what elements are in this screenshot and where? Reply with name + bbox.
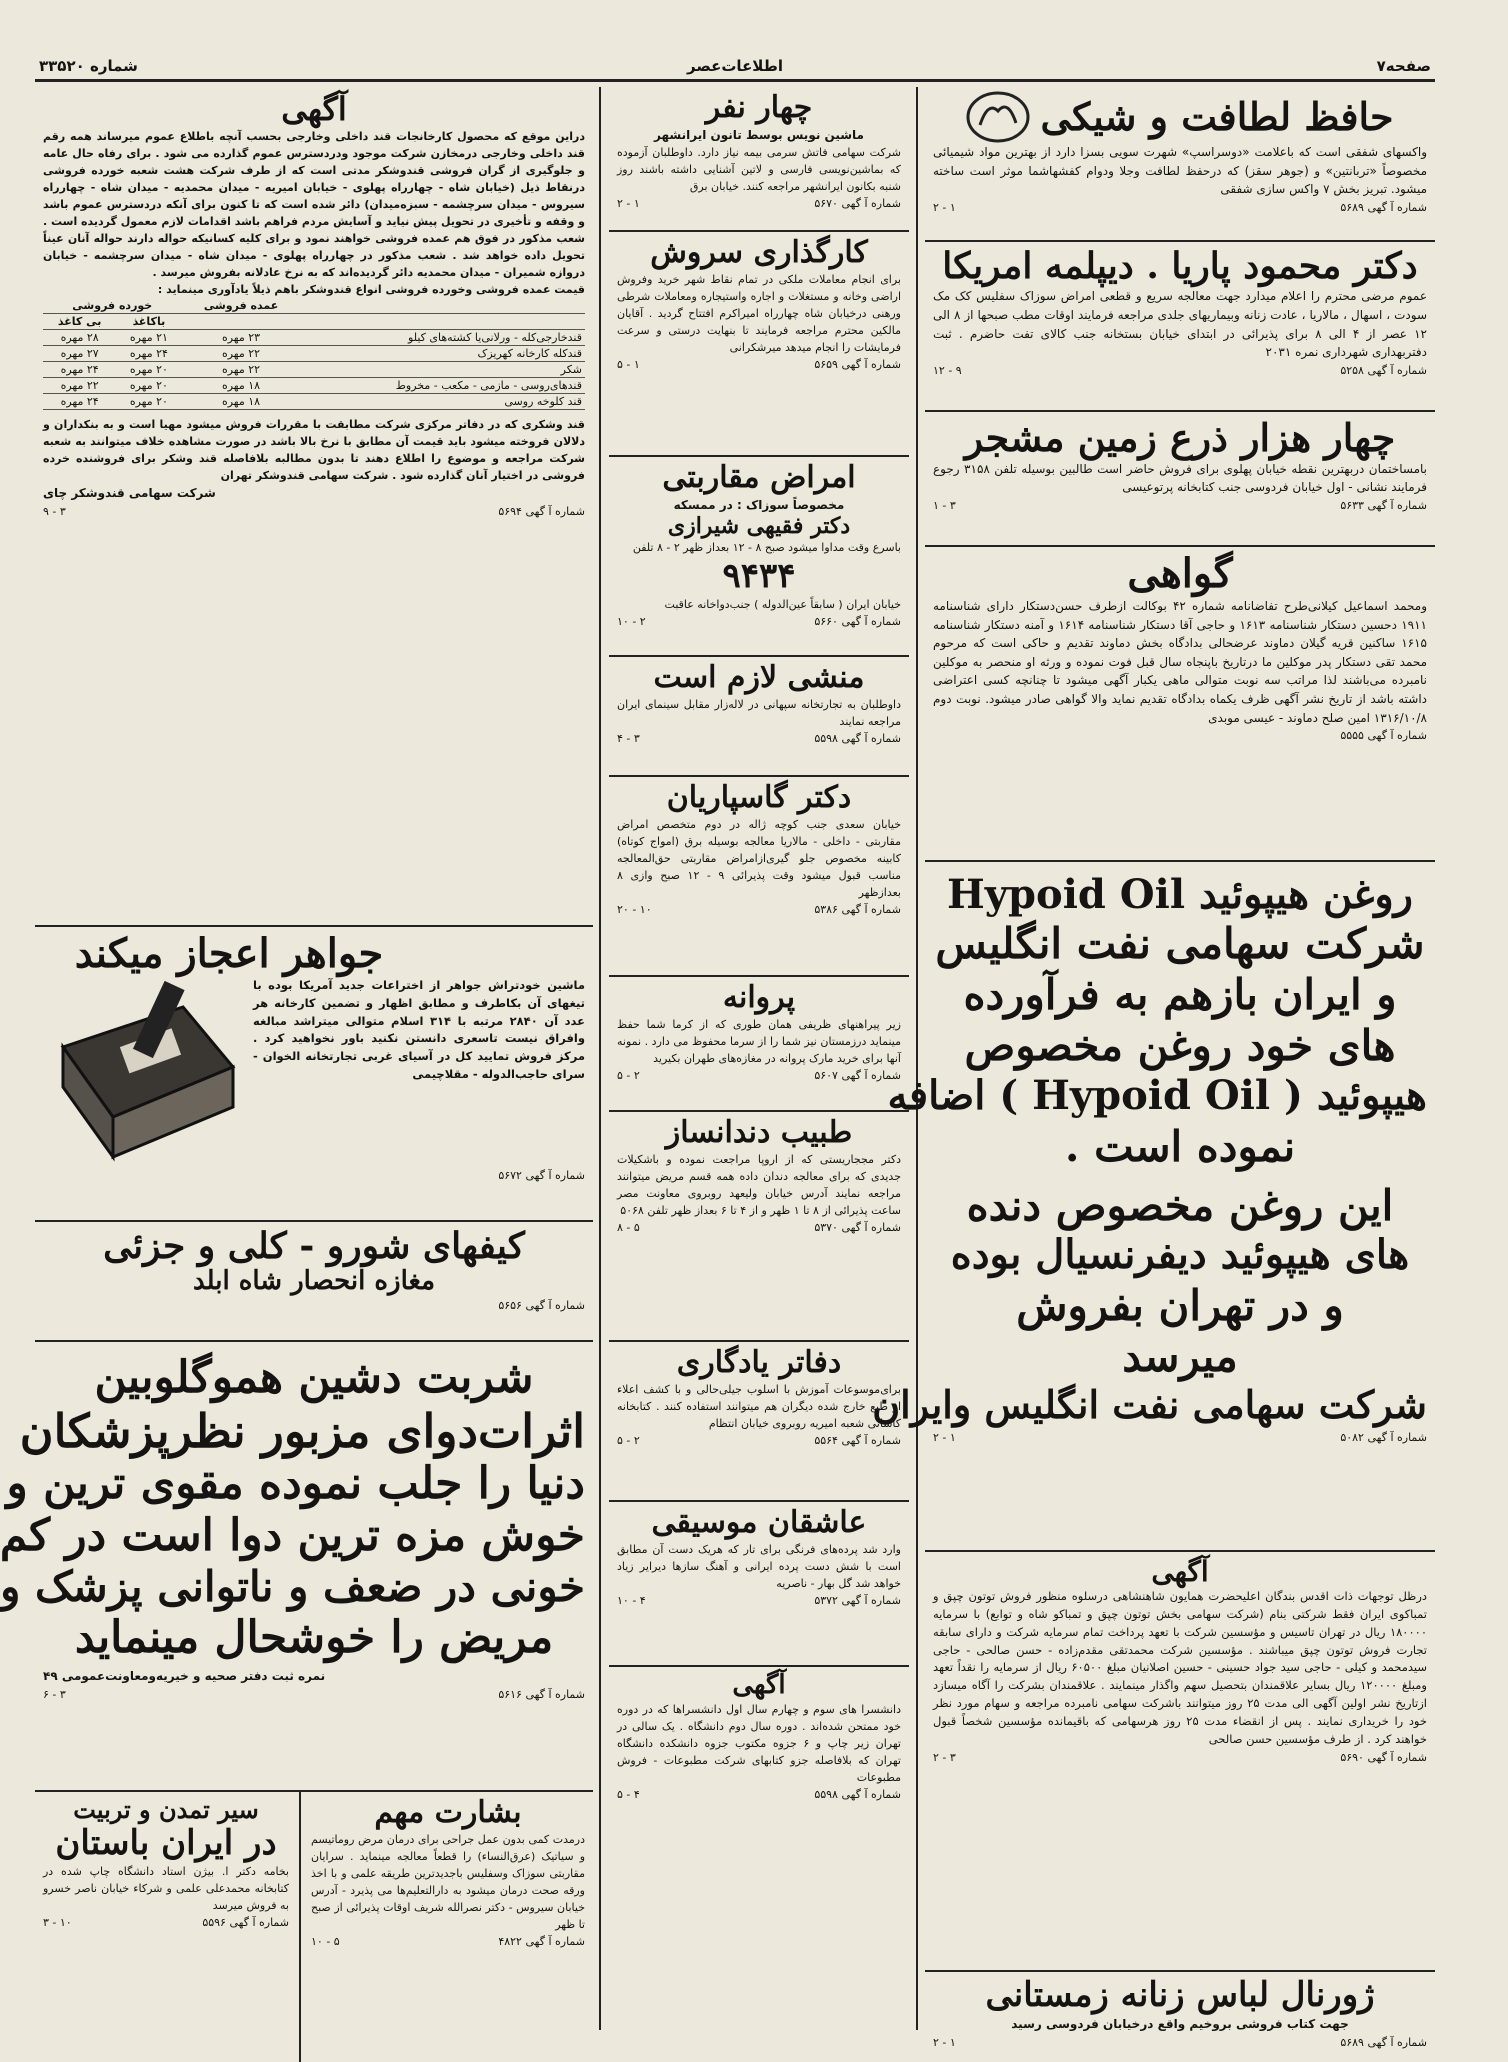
ad-number: شماره آ گهی ۵۶۶۰ — [814, 615, 901, 629]
ad-number: شماره آ گهی ۵۶۸۹ — [1340, 200, 1427, 214]
table-header-cell — [301, 314, 585, 330]
doctor-name: دکتر فقیهی شیرازی — [667, 513, 851, 540]
ad-code: ۳ - ۹ — [43, 505, 66, 519]
ad-dentist — [609, 1112, 909, 1342]
ad-paragraph: قیمت عمده فروشی وخورده فروشی انواع قندوشکر باهم ذیلاً یادآوری مینماید : — [157, 283, 585, 297]
ad-number: شماره آ گهی ۵۶۷۰ — [814, 197, 901, 211]
ad-title: جواهر اعجاز میکند — [74, 930, 384, 977]
ad-code: ۵ - ۸ — [617, 1220, 640, 1234]
table-cell: ۱۸ مهره — [182, 378, 301, 394]
ad-code: ۲ - ۵ — [617, 1433, 640, 1447]
table-cell: ۱۸ مهره — [182, 394, 301, 410]
ad-sugar-company — [35, 87, 593, 927]
ad-hours: باسرع وقت مداوا میشود صبح ۸ - ۱۲ بعداز ظهر ۲ - ۸ تلفن — [632, 541, 901, 555]
ad-number: شماره آ گهی ۵۵۵۵ — [1340, 729, 1427, 743]
ad-code: ۱۰ - ۳ — [43, 1915, 72, 1929]
ad-notebooks — [609, 1342, 909, 1502]
ad-doctor-paria — [925, 242, 1435, 412]
ad-subtitle: ماشین نویس بوسط تانون ایرانشهر — [654, 127, 864, 142]
table-cell: ۲۲ مهره — [182, 346, 301, 362]
razor-box-icon — [43, 977, 243, 1167]
ad-body: درمدت کمی بدون عمل جراحی برای درمان مرض روماتیسم و سیاتیک (عرق‌النساء) را قطعاً معالجه مینماید . سرایان مقاربتی سوزاک وسفلیس باجدیدترین طریقه علمی و با اخذ ورقه صحت درمان میشود به دارالتعلیم‌ها می پذیرد - آدرس خیابان سیروس - دکتر نصرالله شریف اوقات پذیرائی از صبح تا ظهر — [311, 1832, 585, 1931]
ad-title: دکتر گاسپاریان — [666, 780, 852, 815]
ad-code: ۴ - ۵ — [617, 1788, 640, 1802]
ad-paragraph: قند وشکری که در دفاتر مرکزی شرکت مطابقت با مقررات فروش میشود مهیا است و به بنکداران و دلالان فروخته میشود باید قیمت آن مطابق با نرخ بالا باشد در صورت مشاهده خلاف میتوانند به شعبه شرکت مراجعه و موضوع را اطلاع دهند تا بدون مطالبه بلافاصله قند وشکر برای فروشنده خرده فروشی در اختیار آنان گذارده شود . شرکت سهامی قندوشکر تهران — [43, 418, 585, 483]
ad-body: دانشسرا های سوم و چهارم سال اول دانشسراها که در دوره خود ممتحن شده‌اند . دوره سال دوم دانشگاه . یک سالی در تهران زیر چاپ و ۶ جزوه مکتوب جزوه دانشکده دانشگاه تهران که بلافاصله جزو کتابهای شرکت مطبوعات - فروش مطبوعات — [617, 1702, 901, 1785]
ad-title: عاشقان موسیقی — [651, 1505, 867, 1540]
ad-body: برای‌موسوعات آموزش با اسلوب جیلی‌حالی و با کشف اعلاء از طبع خارج شده دیگران هم میتوانند استفاده کنند . کتابخانه کاشانی شعبه امیریه روبروی خیابان انتظام — [617, 1382, 901, 1430]
ad-music-lovers — [609, 1502, 909, 1667]
ad-title: روغن هیپوئید Hypoid Oil — [947, 871, 1413, 918]
ad-code: ۳ - ۶ — [43, 1688, 66, 1702]
ad-title: دکتر محمود پاریا . دیپلمه امریکا — [942, 245, 1418, 287]
ad-line: خوش مزه ترین دوا است در کم — [0, 1510, 585, 1562]
table-row — [43, 330, 585, 346]
ad-line: و ایران بازهم به فرآورده — [963, 970, 1397, 1020]
table-subheader-row — [43, 314, 585, 330]
ad-title: دفاتر یادگاری — [676, 1345, 842, 1380]
ad-body: عموم مرضی محترم را اعلام میدارد جهت معالجه سریع و قطعی امراض سوزاک سفلیس کک مک سودت ، اسهال ، مالاریا ، عادت زنانه وبیماریهای جلدی مراجعه فرمایند اوقات مطب صبحها از ۸ الی ۱۲ عصر از ۴ الی ۸ برای پذیرائی در ابتدای خیابان بستخانه جنب کالای تفت حاضرم . ثبت دفتربهداری شهرداری نمره ۲۰۳۱ — [933, 289, 1428, 360]
ad-line: های هیپوئید دیفرنسیال بوده — [950, 1230, 1410, 1278]
ad-title: ژورنال لباس زنانه زمستانی — [985, 1975, 1375, 2015]
table-header-row — [43, 298, 585, 314]
table-cell: ۲۳ مهره — [182, 330, 301, 346]
ad-title: آگهی — [281, 90, 347, 128]
table-header-cell: عمده فروشی — [182, 298, 301, 314]
ad-parvaneh — [609, 977, 909, 1112]
ad-sorush-agency — [609, 232, 909, 457]
ad-body: وارد شد پرده‌های فرنگی برای تار که هریک دست آن مطابق است با شش دست پرده ایرانی و آهنگ سازها دیرایر زیاد خواهد شد گل بهار - ناصریه — [617, 1542, 901, 1590]
ad-code: ۲ - ۱۰ — [617, 615, 646, 629]
ad-code: ۳ - ۲ — [933, 1750, 956, 1764]
table-header-cell: باکاغذ — [116, 314, 181, 330]
ad-line: شرکت سهامی نفت انگلیس — [935, 919, 1425, 968]
column-divider — [299, 1792, 301, 2062]
ad-subtitle: مغازه انحصار شاه ابلد — [192, 1266, 436, 1297]
ad-title: کارگذاری سروش — [650, 235, 868, 270]
ad-certificate — [925, 547, 1435, 862]
ad-tobacco-company — [925, 1552, 1435, 1972]
table-cell: ۲۲ مهره — [182, 362, 301, 378]
table-cell: ۲۱ مهره — [116, 330, 181, 346]
ad-title: امراض مقاربتی — [662, 460, 856, 495]
ad-title: منشی لازم است — [653, 660, 865, 695]
ad-code: ۱ - ۵ — [617, 357, 640, 371]
table-cell: ۲۰ مهره — [116, 378, 181, 394]
ad-paragraph: دراین موقع که محصول کارخانجات قند داخلی وخارجی بحسب آنچه باطلاع عموم میرساند همه رقم قند داخلی وخارجی درمخازن شرکت موجود ودردسترس عموم گذارده می شود . برای رفاه حال عامه و جلوگیری از گران فروشی قندوشکر مدتی است که از طرف شرکت هشت شعبه خورده فروشی درنقاط ذیل (خیابان شاه - چهارراه پهلوی - خیابان امیریه - میدان محمدیه - میدان شاه - چهارراه سیروس - میدان سرچشمه - سبزه‌میدان) دائر شده است که تا کنون برای آنکه دردسترس عموم باشد و وقفه و تأخیری در تحویل پیش نیاید و آسایش مردم فراهم باشد اقدامات لازم معمول گردیده است . — [42, 129, 585, 229]
ad-hafez-polish — [925, 87, 1435, 242]
ad-number: شماره آ گهی ۵۶۹۴ — [498, 505, 585, 519]
ad-body: واکسهای شفقی است که باعلامت «دوسراسپ» شهرت سویی بسزا دارد از بهترین مواد شیمیائی مخصوصاً «تربانتین» و (جوهر سقز) که درحفظ لطافت وجلا ودوام کفشهاشما موثر است ساخته میشود. تبریز بخش ۷ واکس سازی شفقی — [933, 145, 1427, 197]
ad-number: شماره آ گهی ۵۶۹۰ — [1340, 1750, 1427, 1764]
ad-title: کیفهای شورو - کلی و جزئی — [103, 1225, 525, 1267]
middle-column — [609, 87, 909, 2030]
ad-number: شماره آ گهی ۵۵۹۸ — [814, 731, 901, 745]
newspaper-page — [0, 55, 1435, 2049]
ad-title: در ایران باستان — [55, 1822, 277, 1863]
table-cell: قند کلوخه روسی — [301, 394, 585, 410]
sugar-price-table — [43, 298, 585, 410]
ad-paragraph: شعب مذکور در فوق هم عمده فروشی خواهند نمود و برای کلیه کسانیکه حواله دارند حواله آنان عیناً تحویل داده خواهد شد . شعب مذکور در چهارراه پهلوی - میدان شاه - میدان سرچشمه - خیابان دروازه شمیران - میدان محمدیه دائر گردیده‌اند که به نرخ عادلانه بفروش میرسد . — [43, 232, 585, 280]
ad-line: میرسد — [1122, 1332, 1238, 1381]
phone-number: ۹۴۳۴ — [722, 556, 796, 597]
ad-number: شماره آ گهی ۵۶۳۳ — [1340, 498, 1427, 512]
ad-subtitle: مخصوصاً سوزاک : در ممسکه — [673, 497, 845, 512]
ad-title: بشارت مهم — [374, 1795, 522, 1830]
ad-secretary — [609, 657, 909, 777]
ad-number: شماره آ گهی ۵۳۷۰ — [814, 1220, 901, 1234]
ad-body: دکتر مججاریستی که از اروپا مراجعت نموده و باشکیلات جدیدی که برای معالجه دندان داده همه قسم مریض میتوانند مراجعه نمایند آدرس خیابان ولیعهد روبروی معاونت مصر ساعت پذیرائی از ۸ تا ۱ ظهر و از ۴ تا ۶ بعداز ظهر تلفن ۵۰۶۸ — [617, 1152, 901, 1217]
ad-body: ومحمد اسماعیل کیلانی‌طرح تفاضانامه شماره ۴۲ بوکالت ازطرف حسن‌دستکار دارای شناسنامه ۱۹۱۱ دحسین دستکار شناسنامه ۱۶۱۳ و حاجی آقا دستکار شناسنامه ۱۶۱۴ و آمنه دستکار شناسنامه ۱۶۱۵ ساکنین قریه گیلان دماوند عرضحالی بدادگاه بخش دماوند تقدیم و حاکی است که مرحوم محمد تقی دستکار پدر موکلین ما درتاریخ باپنجاه سال قبل فوت نموده و ورثه او منحصر به موکلین نامبرده می‌باشند لذا مراتب سه نوبت متوالی ماهی یکبار آگهی میشود تا چنانچه کسی اعتراضی داشته باشد از تاریخ نشر آگهی ظرف یکماه بدادگاه تقدیم نماید والا گواهی صادر میشود. نوبت دوم ۱۳۱۶/۱۰/۸ امین صلح دماوند - عیسی موبدی — [933, 599, 1427, 725]
ad-title: پروانه — [722, 980, 796, 1015]
ad-body: بخامه دکتر ا. بیژن استاد دانشگاه چاپ شده در کتابخانه محمدعلی علمی و شرکاء خیابان ناصر خسرو به فروش میرسد — [43, 1864, 289, 1912]
ad-body: داوطلبان به تجارتخانه سپهانی در لاله‌زار مقابل سینمای ایران مراجعه نمایند — [617, 697, 901, 728]
issue-number: شماره ۳۳۵۲۰ — [39, 57, 138, 75]
ad-number: شماره آ گهی ۵۶۵۶ — [498, 1299, 585, 1313]
ad-title: چهار هزار ذرع زمین مشجر — [964, 415, 1396, 460]
ad-number: شماره آ گهی ۵۵۶۴ — [814, 1433, 901, 1447]
ad-number: شماره آ گهی ۵۳۸۶ — [814, 902, 901, 916]
ad-code: ۲ - ۵ — [617, 1068, 640, 1082]
table-cell: ۲۰ مهره — [116, 394, 181, 410]
ad-body: زیر پیراهنهای ظریفی همان طوری که از کرما شما حفظ مینماید درزمستان نیز شما را از سرما محفوظ می دارد . نمونه آنها برای خرید مارک پروانه در مغازه‌های طهران بکیرید — [617, 1017, 901, 1065]
table-cell: ۲۸ مهره — [43, 330, 116, 346]
page-header — [35, 55, 1435, 82]
ad-signature: شرکت سهامی قندوشکر چای — [43, 486, 216, 501]
ad-body: خیابان سعدی جنب کوچه ژاله در دوم متخصص امراض مقاربتی - داخلی - مالاریا معالجه بوسیله برق (امواج کوتاه) کابینه مخصوص جلو گیری‌ازامراض مقاربتی حق‌المعالجه مناسب قبول میشود وقت پذیرائی ۹ - ۱۲ صبح وازی ۸ بعداز‌ظهر — [617, 817, 901, 899]
ad-good-news — [303, 1792, 593, 2062]
ad-body: بامساختمان دربهترین نقطه خیابان پهلوی برای فروش حاضر است طالبین بوسیله تلفن ۳۱۵۸ رجوع فرمایند نشانی - اول خیابان فردوسی جنب کتابخانه پرتوعیسی — [933, 461, 1427, 495]
ad-code: ۱ - ۲ — [933, 2035, 956, 2049]
ad-code: ۳ - ۴ — [617, 731, 640, 745]
ad-code: ۱ - ۲ — [933, 1430, 956, 1444]
ad-body: جهت کتاب فروشی بروخیم واقع درخیابان فردوسی رسید — [1011, 2017, 1349, 2032]
newspaper-name: اطلاعات‌عصر — [687, 57, 783, 75]
ad-number: شماره آ گهی ۵۶۱۶ — [498, 1688, 585, 1702]
table-cell: ۲۴ مهره — [43, 394, 116, 410]
ad-line: دنیا را جلب نموده مقوی ترین و — [6, 1458, 585, 1510]
ad-hemoglobin-syrup — [0, 1342, 593, 1792]
table-header-cell: بی کاغذ — [43, 314, 116, 330]
ad-code: ۹ - ۱۲ — [933, 363, 962, 377]
ad-number: شماره آ گهی ۵۲۵۸ — [1340, 363, 1427, 377]
ad-line: نموده است . — [1064, 1121, 1296, 1171]
table-header-cell: خورده فروشی — [43, 298, 182, 314]
ad-line: هیپوئید ( Hypoid Oil ) اضافه — [887, 1071, 1427, 1119]
ad-number: شماره آ گهی ۵۶۸۹ — [1340, 2035, 1427, 2049]
ad-title: آگهی — [1151, 1555, 1209, 1588]
ad-line: مریض را خوشحال مینماید — [74, 1611, 554, 1663]
table-row — [43, 362, 585, 378]
ad-code: ۱ - ۲ — [933, 200, 956, 214]
ad-line: این روغن مخصوص دنده — [966, 1180, 1394, 1230]
ad-line: اثرات‌دوای مزبور نظرپزشکان — [19, 1403, 585, 1458]
column-divider — [599, 87, 601, 2030]
table-cell: ۲۰ مهره — [116, 362, 181, 378]
ad-title: طبیب دندانساز — [665, 1115, 853, 1150]
ad-number: شماره آ گهی ۵۶۷۲ — [498, 1169, 585, 1182]
table-cell: قندکله کارخانه کهریزک — [301, 346, 585, 362]
table-cell: ۲۷ مهره — [43, 346, 116, 362]
ad-title: حافظ لطافت و شیکی — [1040, 94, 1394, 140]
table-cell: ۲۴ مهره — [116, 346, 181, 362]
ad-body: ماشین خودتراش جواهر از اختراعات جدید آمریکا بوده با تیغهای آن بکاطرف و مطابق اظهار و تضمین کارخانه هر عدد آن ۲۸۴۰ مرتبه با ۳۱۴ اسلام متوالی میتراشد مبالغه وافراق نیست تاسعری دانستن نکنید باور نخواهید کرد . مرکز فروش تمایید کل در آسیای غربی تجارتخانه الخوان - سرای حاجب‌الدوله - مقلاچیمی — [253, 978, 585, 1082]
left-column — [0, 87, 593, 2030]
ad-body: شرکت سهامی فاتش سرمی بیمه نیاز دارد. داوطلبان آزموده که بماشین‌نویسی فارسی و لاتین آشنایی داشته باشند روز شنبه بکانون ایرانشهر مراجعه کنند. خیابان برق — [617, 146, 901, 194]
table-cell: قندخارجی‌کله - ورلانی‌یا کشته‌های کیلو — [301, 330, 585, 346]
ad-four-typists — [609, 87, 909, 232]
ad-number: شماره آ گهی ۵۶۰۷ — [814, 1068, 901, 1082]
ad-body: برای انجام معاملات ملکی در تمام نقاط شهر خرید وفروش اراضی وخانه و مستغلات و اجاره واستیجاره ومعاملات شرطی ورهنی درخیابان شاه چهارراه امیراکرم افتتاح گردید . آقایان مالکین محترم مراجعه فرمایند تا بنهایت درستی و سرعت فرمایشات را انجام میدهد میرشکرانی — [617, 272, 901, 354]
ad-publications — [609, 1667, 909, 2062]
ad-title: آگهی — [732, 1670, 786, 1700]
ad-hypoid-oil — [872, 862, 1435, 1552]
ad-code: ۱۰ - ۲۰ — [617, 902, 652, 916]
ad-number: شماره آ گهی ۴۸۲۲ — [498, 1934, 585, 1948]
table-cell: قندهای‌روسی - مازمی - مکعب - مخروط — [301, 378, 585, 394]
ad-line: شربت دشین هموگلوبین — [94, 1352, 534, 1403]
table-row — [43, 378, 585, 394]
ad-address: خیابان ایران ( سابقاً عین‌الدوله ) جنب‌دواخانه عاقبت — [664, 598, 901, 612]
ad-code: ۵ - ۱۰ — [311, 1934, 340, 1948]
page-number: صفحه۷ — [1376, 57, 1431, 75]
ad-code: ۳ - ۱ — [933, 498, 956, 512]
ad-number: شماره آ گهی ۵۵۹۸ — [814, 1788, 901, 1802]
ad-number: شماره آ گهی ۵۶۵۹ — [814, 357, 901, 371]
ad-title: گواهی — [1127, 550, 1233, 597]
table-header-cell — [301, 298, 585, 314]
ad-line: های خود روغن مخصوص — [964, 1021, 1396, 1071]
table-cell: شکر — [301, 362, 585, 378]
right-column — [872, 87, 1435, 2049]
ad-registration: نمره ثبت دفتر صحیه و خیریه‌ومعاونت‌عمومی ۴۹ — [43, 1669, 326, 1684]
ad-journal — [925, 1972, 1435, 2062]
ad-civilization-book — [35, 1792, 297, 2062]
table-header-cell — [182, 314, 301, 330]
column-divider — [916, 87, 918, 2030]
ad-title: سیر تمدن و تربیت — [73, 1795, 259, 1824]
horse-logo-icon — [966, 91, 1030, 143]
table-cell: ۲۲ مهره — [43, 378, 116, 394]
ad-number: شماره آ گهی ۵۳۷۲ — [814, 1593, 901, 1607]
ad-code: ۱ - ۲ — [617, 197, 640, 211]
table-row — [43, 346, 585, 362]
ad-doctor-gasparian — [609, 777, 909, 977]
ad-line: شرکت سهامی نفت انگلیس وایران — [872, 1382, 1427, 1428]
ad-code: ۴ - ۱۰ — [617, 1593, 646, 1607]
ad-jewel-razor — [35, 927, 593, 1222]
ad-body: درظل توجهات ذات اقدس بندگان اعلیحضرت همایون شاهنشاهی درسلوه منظور فروش توتون چپق و تمباکوی ایران فقط شرکتی بنام (شرکت سهامی بخش توتون چپق و تمباکو شاه و توابع) با سرمایه ۱۸۰۰۰۰ ریال در تهران تاسیس و مؤسسین شرکت با تعهد پرداخت تمام سرمایه شرکت و دارای سابقه تجارت فروش توتون چپق میباشند . مؤسسین شرکت محمدتقی مقدم‌زاده - حسن صالحی - حاجی سیدمحمد و کیلی - حاجی سید جواد حسینی - حسین اصلانیان مبلغ ۶۰۵۰۰ ریال از سرمایه را نقداً تعهد ومبلغ ۱۲۰۰۰۰ ریال بسایر علاقمندان بتحصیل سهم واگذار مینمایند . علاقمندان بشرکت را آگاه میسازد ازتاریخ نشر اولین آگهی الی مدت ۲۵ روز میتوانند باشرکت سهامی نامبرده مراجعه و سهام مورد نظر خود را خریداری نمایند . پس از انقضاء مدت ۲۵ روز هرسهامی که باقیمانده مؤسسین شخصاً قبول خواهند کرد . از طرف مؤسسین حسن صالحی — [933, 1589, 1428, 1746]
ad-title: چهار نفر — [705, 90, 813, 125]
ad-bags — [35, 1222, 593, 1342]
ad-line: و در تهران بفروش — [1016, 1280, 1344, 1330]
ad-number: شماره آ گهی ۵۰۸۲ — [1340, 1430, 1427, 1444]
ad-line: خونی در ضعف و ناتوانی پزشک و — [0, 1561, 585, 1611]
table-cell: ۲۴ مهره — [43, 362, 116, 378]
ad-land-sale — [925, 412, 1435, 547]
ad-number: شماره آ گهی ۵۵۹۶ — [202, 1915, 289, 1929]
ad-venereal-diseases — [609, 457, 909, 657]
table-row — [43, 394, 585, 410]
